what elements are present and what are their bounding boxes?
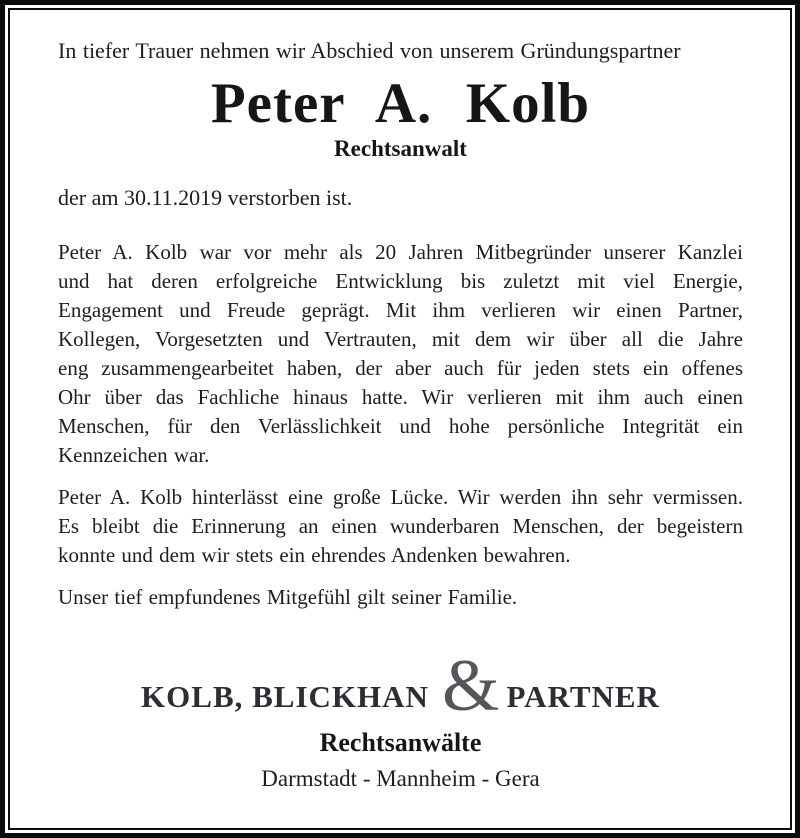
deceased-name: Peter A. Kolb	[210, 72, 591, 135]
text-line: Peter A. Kolb war vor mehr als 20 Jahren Mitbegründer unserer Kanzlei	[58, 240, 743, 264]
firm-locations: Darmstadt - Mannheim - Gera	[261, 766, 540, 791]
text-line: Engagement und Freude geprägt. Mit ihm verlieren wir einen Partner,	[58, 298, 743, 322]
ampersand-glyph: &	[441, 645, 500, 727]
firm-subtitle: Rechtsanwälte	[319, 728, 482, 757]
paragraph-3	[58, 583, 743, 612]
deceased-title: Rechtsanwalt	[334, 136, 467, 161]
firm-logo	[58, 645, 743, 727]
text-line: Unser tief empfundenes Mitgefühl gilt seiner Familie.	[58, 585, 518, 609]
text-line: Kollegen, Vorgesetzten und Vertrauten, mit dem wir über all die Jahre	[58, 327, 743, 351]
paragraph-2	[58, 483, 743, 570]
intro-line: In tiefer Trauer nehmen wir Abschied von unserem Gründungspartner	[58, 38, 681, 63]
text-line: Ohr über das Fachliche hinaus hatte. Wir verlieren mit ihm auch einen	[58, 385, 743, 409]
text-line: Peter A. Kolb hinterlässt eine große Lücke. Wir werden ihn sehr vermissen.	[58, 485, 743, 509]
paragraph-1	[58, 238, 743, 470]
firm-names-text: KOLB, BLICKHAN	[141, 679, 429, 714]
firm-partner-text: PARTNER	[506, 679, 660, 714]
text-line: und hat deren erfolgreiche Entwicklung bis zuletzt mit viel Energie,	[58, 269, 743, 293]
text-line: Es bleibt die Erinnerung an einen wunderbaren Menschen, der begeistern	[58, 514, 743, 538]
inner-border-frame	[8, 8, 792, 830]
text-line: Kennzeichen war.	[58, 443, 210, 467]
text-line: eng zusammengearbeitet haben, der aber auch für jeden stets ein offenes	[58, 356, 743, 380]
text-line: Menschen, für den Verlässlichkeit und hohe persönliche Integrität ein	[58, 414, 743, 438]
text-line: konnte und dem wir stets ein ehrendes Andenken bewahren.	[58, 543, 571, 567]
obituary-content	[10, 10, 790, 793]
death-date-line: der am 30.11.2019 verstorben ist.	[58, 185, 353, 210]
